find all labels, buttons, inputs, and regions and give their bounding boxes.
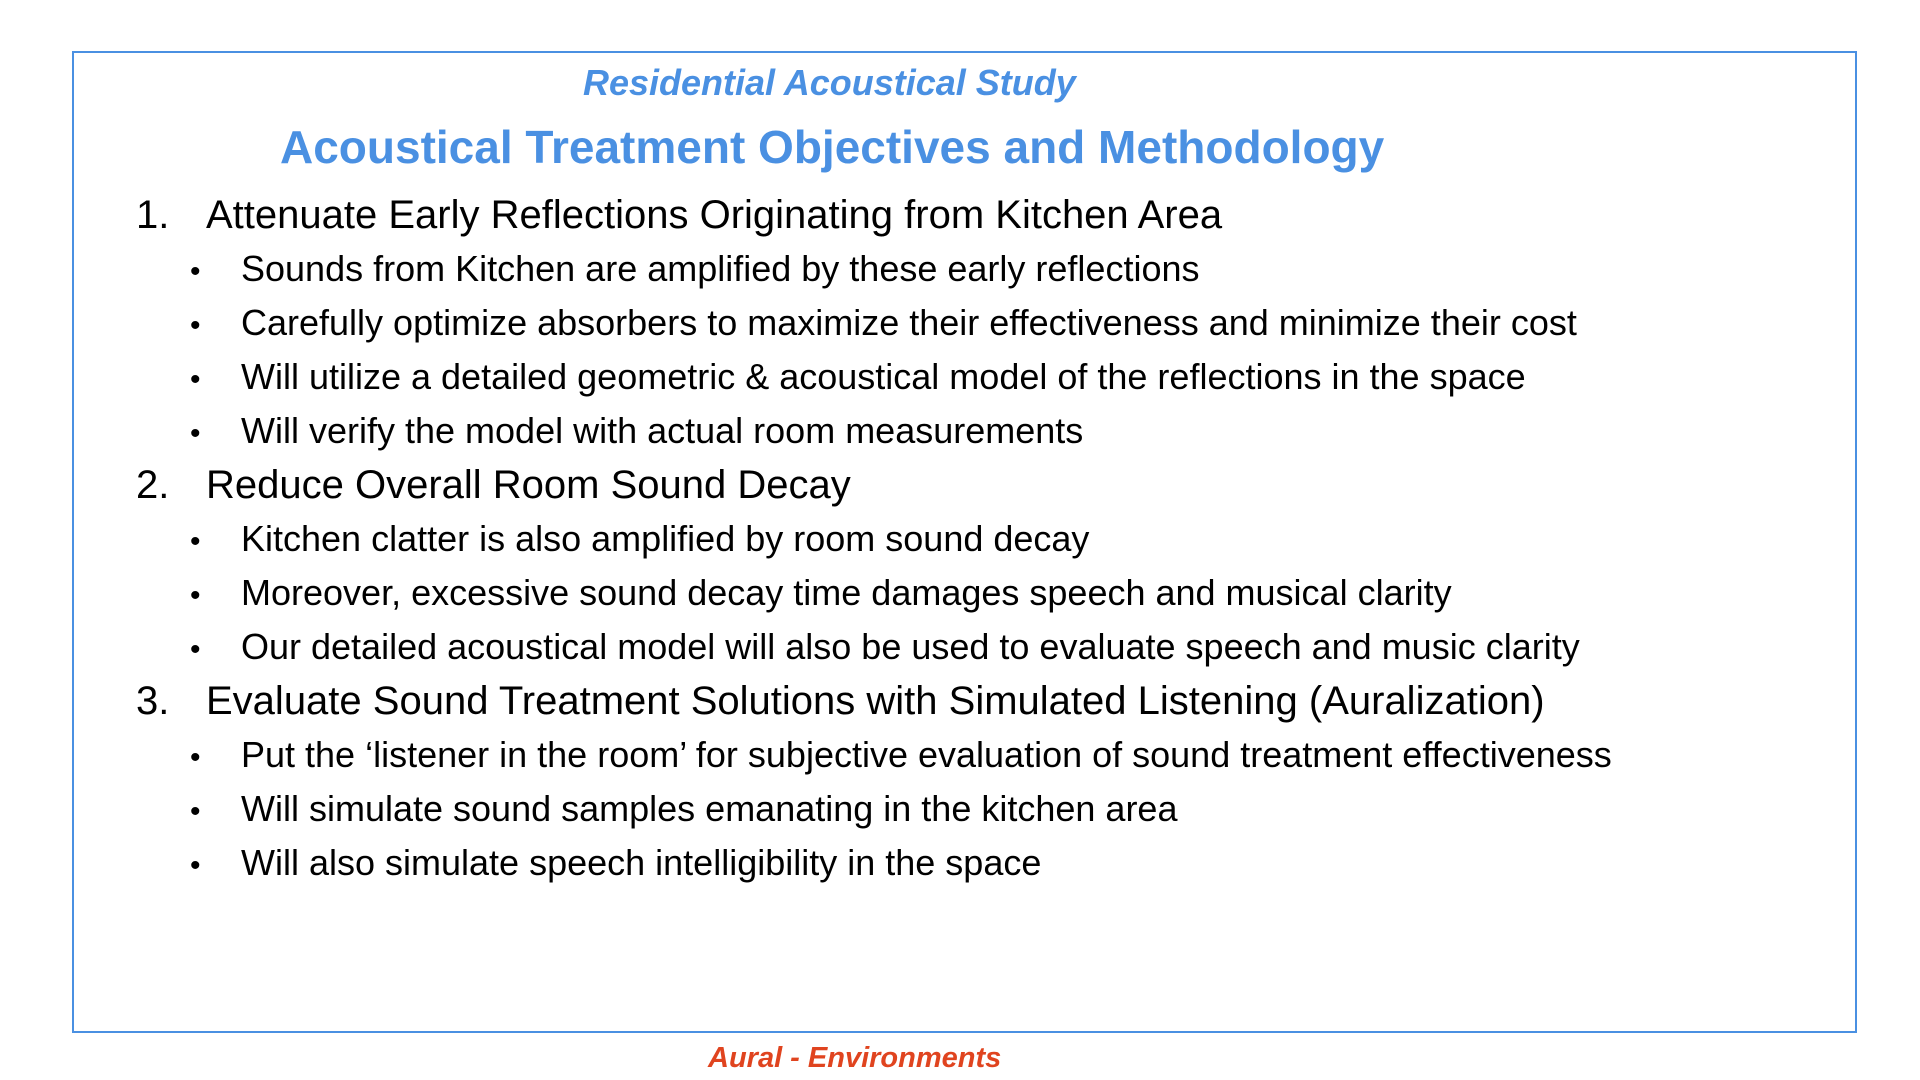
objective-item <box>136 458 1836 674</box>
bullet-item <box>136 566 1836 620</box>
bullet-item <box>136 836 1836 890</box>
bullet-item <box>136 782 1836 836</box>
bullet-icon: • <box>190 579 201 612</box>
bullet-text: Our detailed acoustical model will also be used to evaluate speech and music clarity <box>241 626 1580 667</box>
bullet-item <box>136 404 1836 458</box>
bullet-text: Carefully optimize absorbers to maximize their effectiveness and minimize their cost <box>241 302 1577 343</box>
bullet-icon: • <box>190 795 201 828</box>
bullet-item <box>136 350 1836 404</box>
bullet-icon: • <box>190 417 201 450</box>
bullet-text: Will simulate sound samples emanating in the kitchen area <box>241 788 1178 829</box>
slide-title: Acoustical Treatment Objectives and Methodology <box>280 121 1385 173</box>
objectives-list <box>136 188 1836 890</box>
bullet-text: Will also simulate speech intelligibility in the space <box>241 842 1042 883</box>
bullet-icon: • <box>190 849 201 882</box>
objective-text: Reduce Overall Room Sound Decay <box>206 463 851 507</box>
objective-text: Attenuate Early Reflections Originating from Kitchen Area <box>206 193 1223 237</box>
bullet-text: Will utilize a detailed geometric & acoustical model of the reflections in the space <box>241 356 1526 397</box>
objective-item <box>136 674 1836 890</box>
bullet-icon: • <box>190 363 201 396</box>
bullet-text: Moreover, excessive sound decay time damages speech and musical clarity <box>241 572 1452 613</box>
bullet-text: Will verify the model with actual room measurements <box>241 410 1084 451</box>
bullet-text: Put the ‘listener in the room’ for subjective evaluation of sound treatment effectiveness <box>241 734 1612 775</box>
bullet-list <box>136 728 1836 890</box>
bullet-icon: • <box>190 255 201 288</box>
bullet-item <box>136 620 1836 674</box>
bullet-list <box>136 512 1836 674</box>
bullet-text: Kitchen clatter is also amplified by room sound decay <box>241 518 1090 559</box>
bullet-item <box>136 728 1836 782</box>
footer-brand: Aural - Environments <box>708 1042 1002 1074</box>
bullet-icon: • <box>190 309 201 342</box>
bullet-icon: • <box>190 633 201 666</box>
objective-heading <box>136 458 1836 512</box>
bullet-icon: • <box>190 525 201 558</box>
objective-text: Evaluate Sound Treatment Solutions with Simulated Listening (Auralization) <box>206 679 1545 723</box>
bullet-text: Sounds from Kitchen are amplified by these early reflections <box>241 248 1200 289</box>
bullet-icon: • <box>190 741 201 774</box>
objective-number: 2. <box>136 463 170 507</box>
objective-number: 1. <box>136 193 170 237</box>
objective-heading <box>136 674 1836 728</box>
bullet-item <box>136 242 1836 296</box>
bullet-item <box>136 296 1836 350</box>
objective-number: 3. <box>136 679 170 723</box>
bullet-item <box>136 512 1836 566</box>
objective-item <box>136 188 1836 458</box>
objective-heading <box>136 188 1836 242</box>
slide-subtitle: Residential Acoustical Study <box>583 62 1076 103</box>
bullet-list <box>136 242 1836 458</box>
